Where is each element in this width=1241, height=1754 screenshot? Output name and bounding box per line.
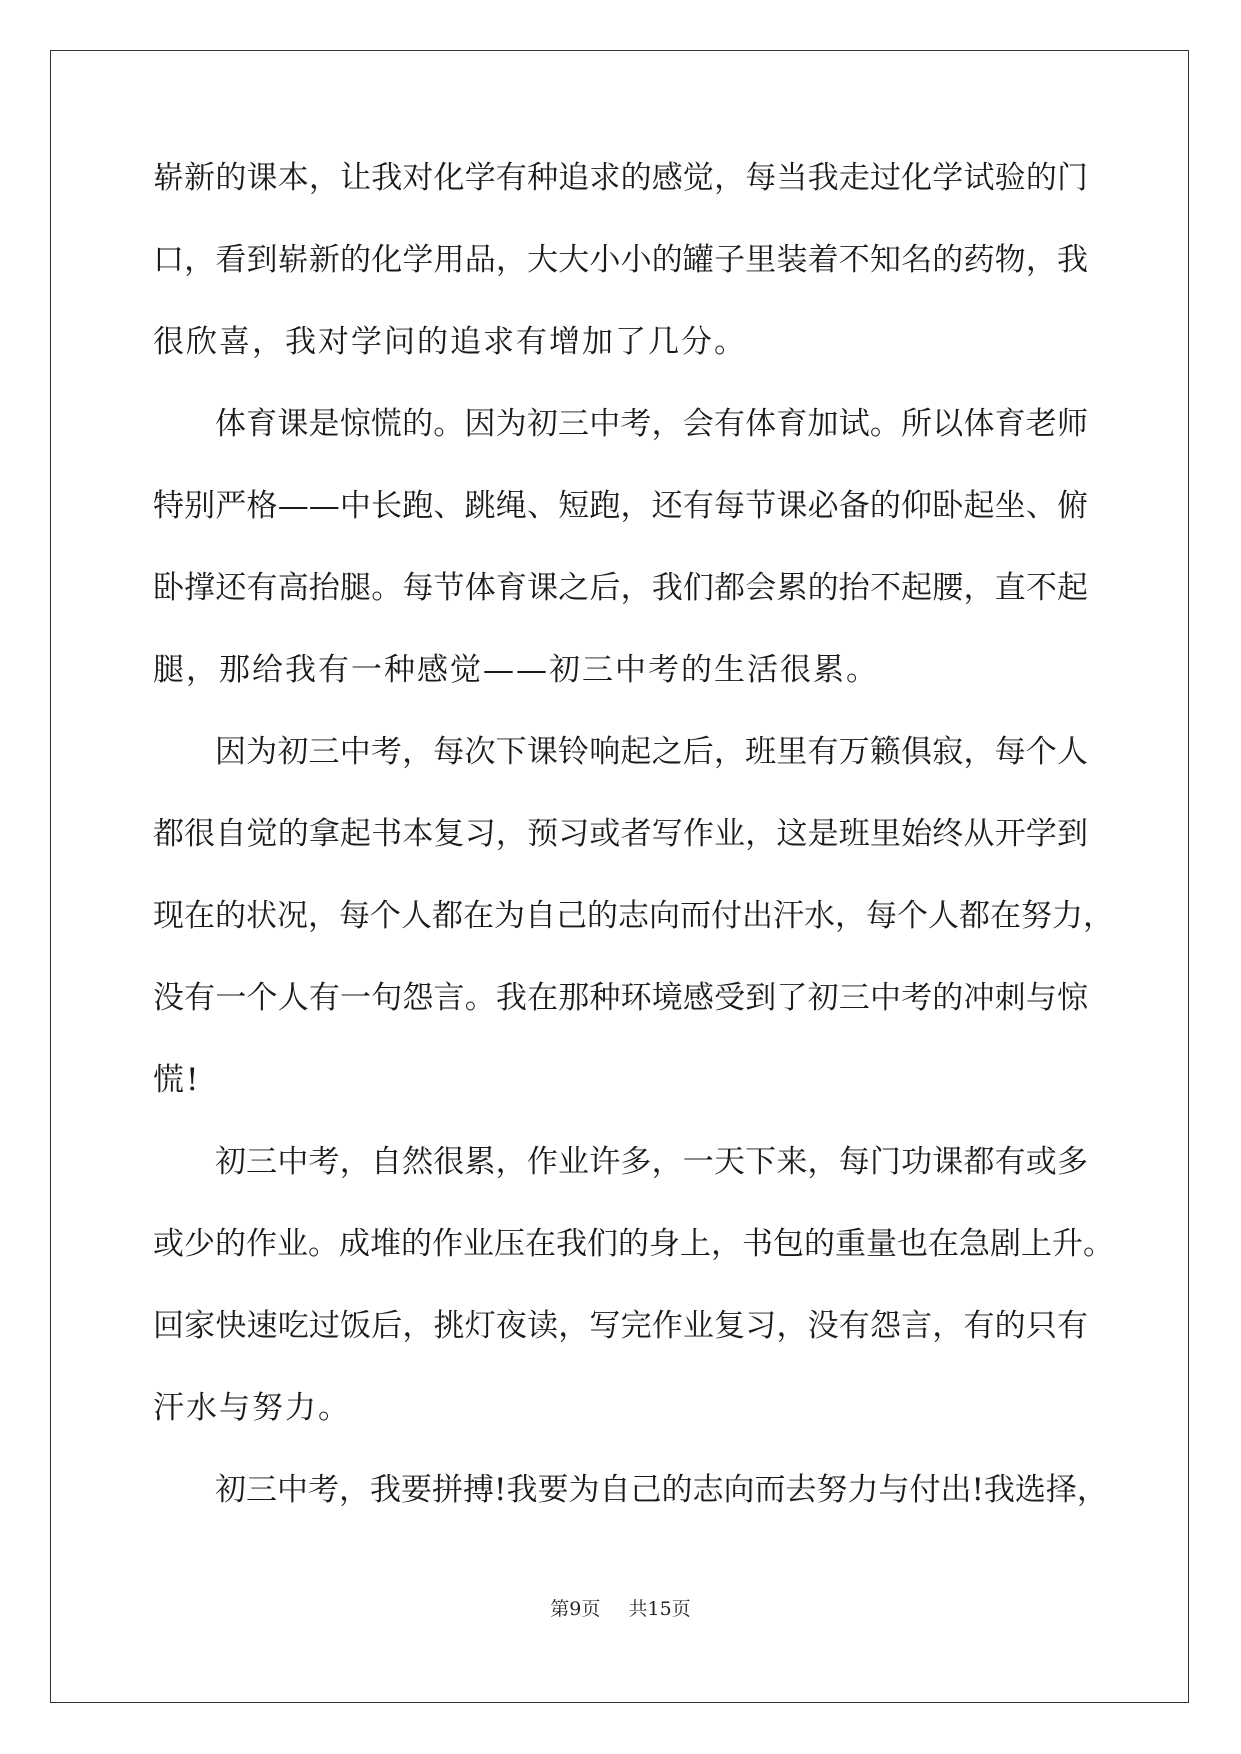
- text-line: 回家快速吃过饭后，挑灯夜读，写完作业复习，没有怨言，有的只有: [153, 1308, 1088, 1344]
- page-footer: [0, 1594, 1241, 1621]
- text-line: 体育课是惊慌的。因为初三中考，会有体育加试。所以体育老师: [215, 406, 1088, 442]
- text-line: 腿，那给我有一种感觉——初三中考的生活很累。: [153, 652, 879, 688]
- text-line: 初三中考，我要拼搏!我要为自己的志向而去努力与付出!我选择，: [215, 1472, 1108, 1508]
- page-number: 第9页: [550, 1598, 601, 1620]
- text-line: 崭新的课本，让我对化学有种追求的感觉，每当我走过化学试验的门: [153, 160, 1088, 196]
- text-line: 没有一个人有一句怨言。我在那种环境感受到了初三中考的冲刺与惊: [153, 980, 1088, 1016]
- document-body: [153, 156, 1114, 1550]
- text-line: 汗水与努力。: [153, 1390, 351, 1426]
- text-line: 慌!: [153, 1062, 201, 1098]
- text-line: 特别严格——中长跑、跳绳、短跑，还有每节课必备的仰卧起坐、俯: [153, 488, 1088, 524]
- text-line: 很欣喜，我对学问的追求有增加了几分。: [153, 324, 747, 360]
- text-line: 卧撑还有高抬腿。每节体育课之后，我们都会累的抬不起腰，直不起: [153, 570, 1088, 606]
- page-total: 共15页: [628, 1598, 691, 1620]
- text-line: 初三中考，自然很累，作业许多，一天下来，每门功课都有或多: [215, 1144, 1088, 1180]
- text-line: 口，看到崭新的化学用品，大大小小的罐子里装着不知名的药物，我: [153, 242, 1088, 278]
- text-line: 现在的状况，每个人都在为自己的志向而付出汗水，每个人都在努力，: [153, 898, 1114, 934]
- text-lines: [153, 156, 1114, 1550]
- text-line: 因为初三中考，每次下课铃响起之后，班里有万籁俱寂，每个人: [215, 734, 1088, 770]
- text-line: 都很自觉的拿起书本复习，预习或者写作业，这是班里始终从开学到: [153, 816, 1088, 852]
- text-line: 或少的作业。成堆的作业压在我们的身上，书包的重量也在急剧上升。: [153, 1226, 1114, 1262]
